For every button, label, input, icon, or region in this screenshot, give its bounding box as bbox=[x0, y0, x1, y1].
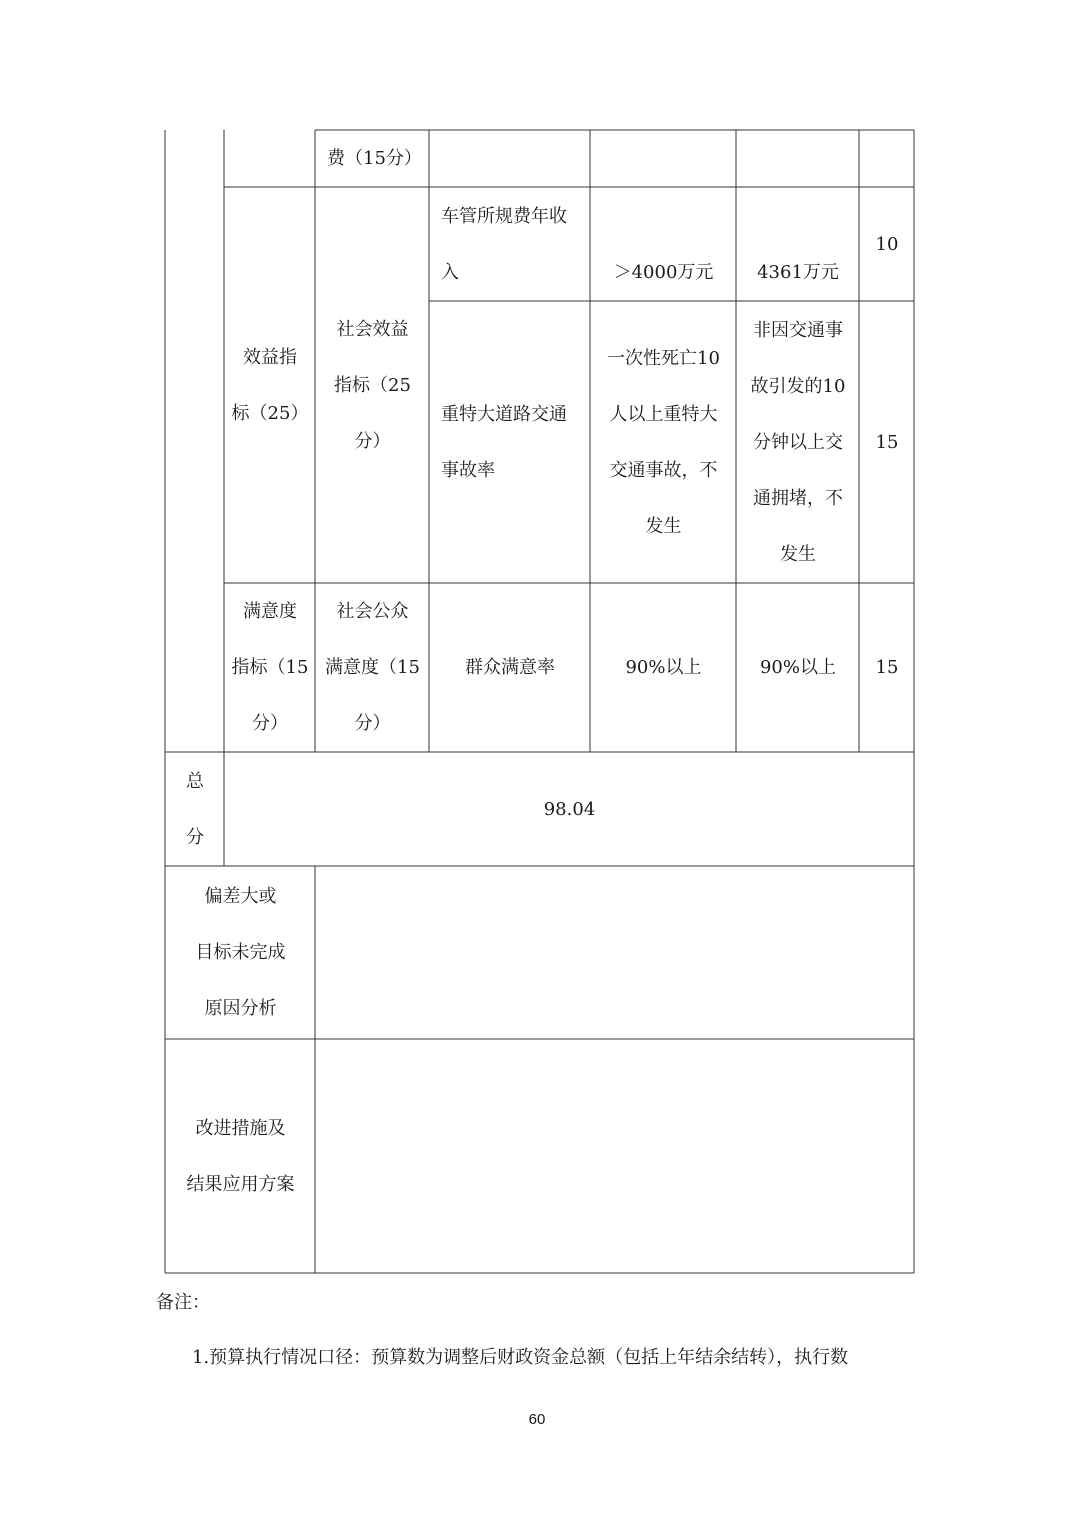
score-cell: 10 bbox=[875, 233, 899, 255]
actual-value-cell: 90%以上 bbox=[759, 657, 836, 678]
improvement-measures-content bbox=[316, 1040, 914, 1273]
total-score-label: 总 分 bbox=[186, 770, 204, 848]
public-satisfaction-cell: 社会公众 满意度（15 分） bbox=[325, 601, 420, 734]
note-item: 1.预算执行情况口径：预算数为调整后财政资金总额（包括上年结余结转），执行数 bbox=[192, 1347, 849, 1368]
indicator-name-cell: 重特大道路交通 事故率 bbox=[441, 403, 567, 481]
target-value-cell: 90%以上 bbox=[625, 657, 702, 678]
indicator-name-cell: 车管所规费年收 入 bbox=[441, 205, 567, 283]
satisfaction-indicator-cell: 满意度 指标（15 分） bbox=[231, 601, 309, 734]
notes-heading: 备注： bbox=[156, 1292, 210, 1313]
target-value-cell: ＞4000万元 bbox=[613, 261, 714, 283]
score-cell: 15 bbox=[875, 431, 899, 453]
page-number: 60 bbox=[528, 1411, 546, 1428]
cost-indicator-continued-cell: 费（15分） bbox=[327, 148, 422, 169]
social-benefit-indicator-cell: 社会效益 指标（25 分） bbox=[334, 318, 411, 452]
actual-value-cell: 非因交通事 故引发的10 分钟以上交 通拥堵，不 发生 bbox=[750, 319, 846, 565]
target-value-cell: 一次性死亡10 人以上重特大 交通事故，不 发生 bbox=[607, 347, 720, 537]
score-cell: 15 bbox=[875, 657, 899, 678]
indicator-name-cell: 群众满意率 bbox=[465, 657, 555, 678]
total-score-value: 98.04 bbox=[543, 798, 596, 820]
actual-value-cell: 4361万元 bbox=[757, 261, 839, 283]
benefit-indicator-cell: 效益指 标（25） bbox=[231, 346, 309, 424]
deviation-analysis-content bbox=[316, 867, 914, 1039]
deviation-analysis-label: 偏差大或 目标未完成 原因分析 bbox=[195, 886, 286, 1019]
improvement-measures-label: 改进措施及 结果应用方案 bbox=[186, 1117, 295, 1195]
